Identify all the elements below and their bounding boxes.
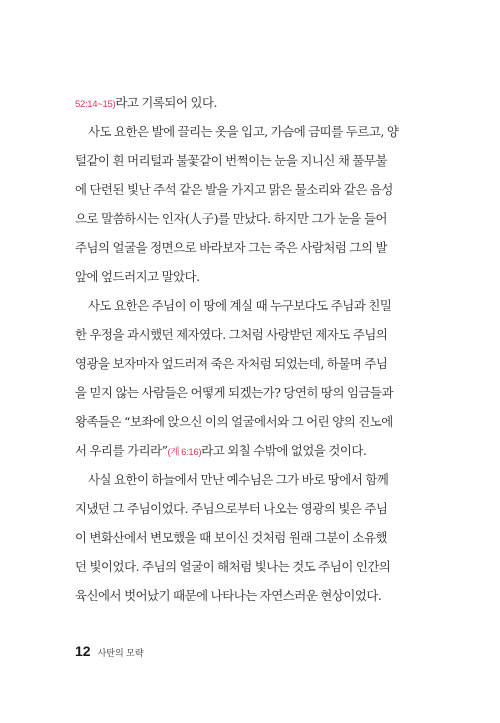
page-number: 12 <box>75 643 91 659</box>
text-line: 사실 요한이 하늘에서 만난 예수님은 그가 바로 땅에서 함께 <box>88 472 389 487</box>
text-line: 육신에서 벗어났기 때문에 나타나는 자연스러운 현상이었다. <box>75 588 382 603</box>
text-line: 던 빛이었다. 주님의 얼굴이 해처럼 빛나는 것도 주님이 인간의 <box>75 559 391 574</box>
body-text <box>75 88 399 610</box>
text-line: 사도 요한은 주님이 이 땅에 계실 때 누구보다도 주님과 친밀 <box>88 298 392 313</box>
text-line: 한 우정을 과시했던 제자였다. 그처럼 사랑받던 제자도 주님의 <box>75 327 388 342</box>
text-line: 왕족들은 “보좌에 앉으신 이의 얼굴에서와 그 어린 양의 진노에 <box>75 414 393 429</box>
text-line: 영광을 보자마자 엎드러져 죽은 자처럼 되었는데, 하물며 주님 <box>75 356 388 371</box>
text-line: 에 단련된 빛난 주석 같은 발을 가지고 맑은 물소리와 같은 음성 <box>75 182 393 197</box>
text-line: 을 믿지 않는 사람들은 어떻게 되겠는가? 당연히 땅의 임금들과 <box>75 385 394 400</box>
text-line: 주님의 얼굴을 정면으로 바라보자 그는 죽은 사람처럼 그의 발 <box>75 240 387 255</box>
text-line: 서 우리를 가리라”(계 6:16)라고 외칠 수밖에 없었을 것이다. <box>75 443 367 458</box>
text-line: 으로 말씀하시는 인자(人子)를 만났다. 하지만 그가 눈을 들어 <box>75 211 387 226</box>
page-footer <box>75 643 144 663</box>
text-line: 이 변화산에서 변모했을 때 보이신 것처럼 원래 그분이 소유했 <box>75 530 387 545</box>
text-line: 지냈던 그 주님이었다. 주님으로부터 나오는 영광의 빛은 주님 <box>75 501 388 516</box>
scripture-reference: 52:14~15) <box>75 99 116 110</box>
text-line: 털같이 흰 머리털과 불꽃같이 번쩍이는 눈을 지니신 채 풀무불 <box>75 153 387 168</box>
text-line: 앞에 엎드러지고 말았다. <box>75 269 200 284</box>
running-title: 사탄의 모략 <box>97 648 144 658</box>
scripture-reference: (계 6:16) <box>167 447 202 458</box>
text-line: 사도 요한은 발에 끌리는 옷을 입고, 가슴에 금띠를 두르고, 양 <box>88 124 399 139</box>
text-line: 52:14~15)라고 기록되어 있다. <box>75 95 217 110</box>
